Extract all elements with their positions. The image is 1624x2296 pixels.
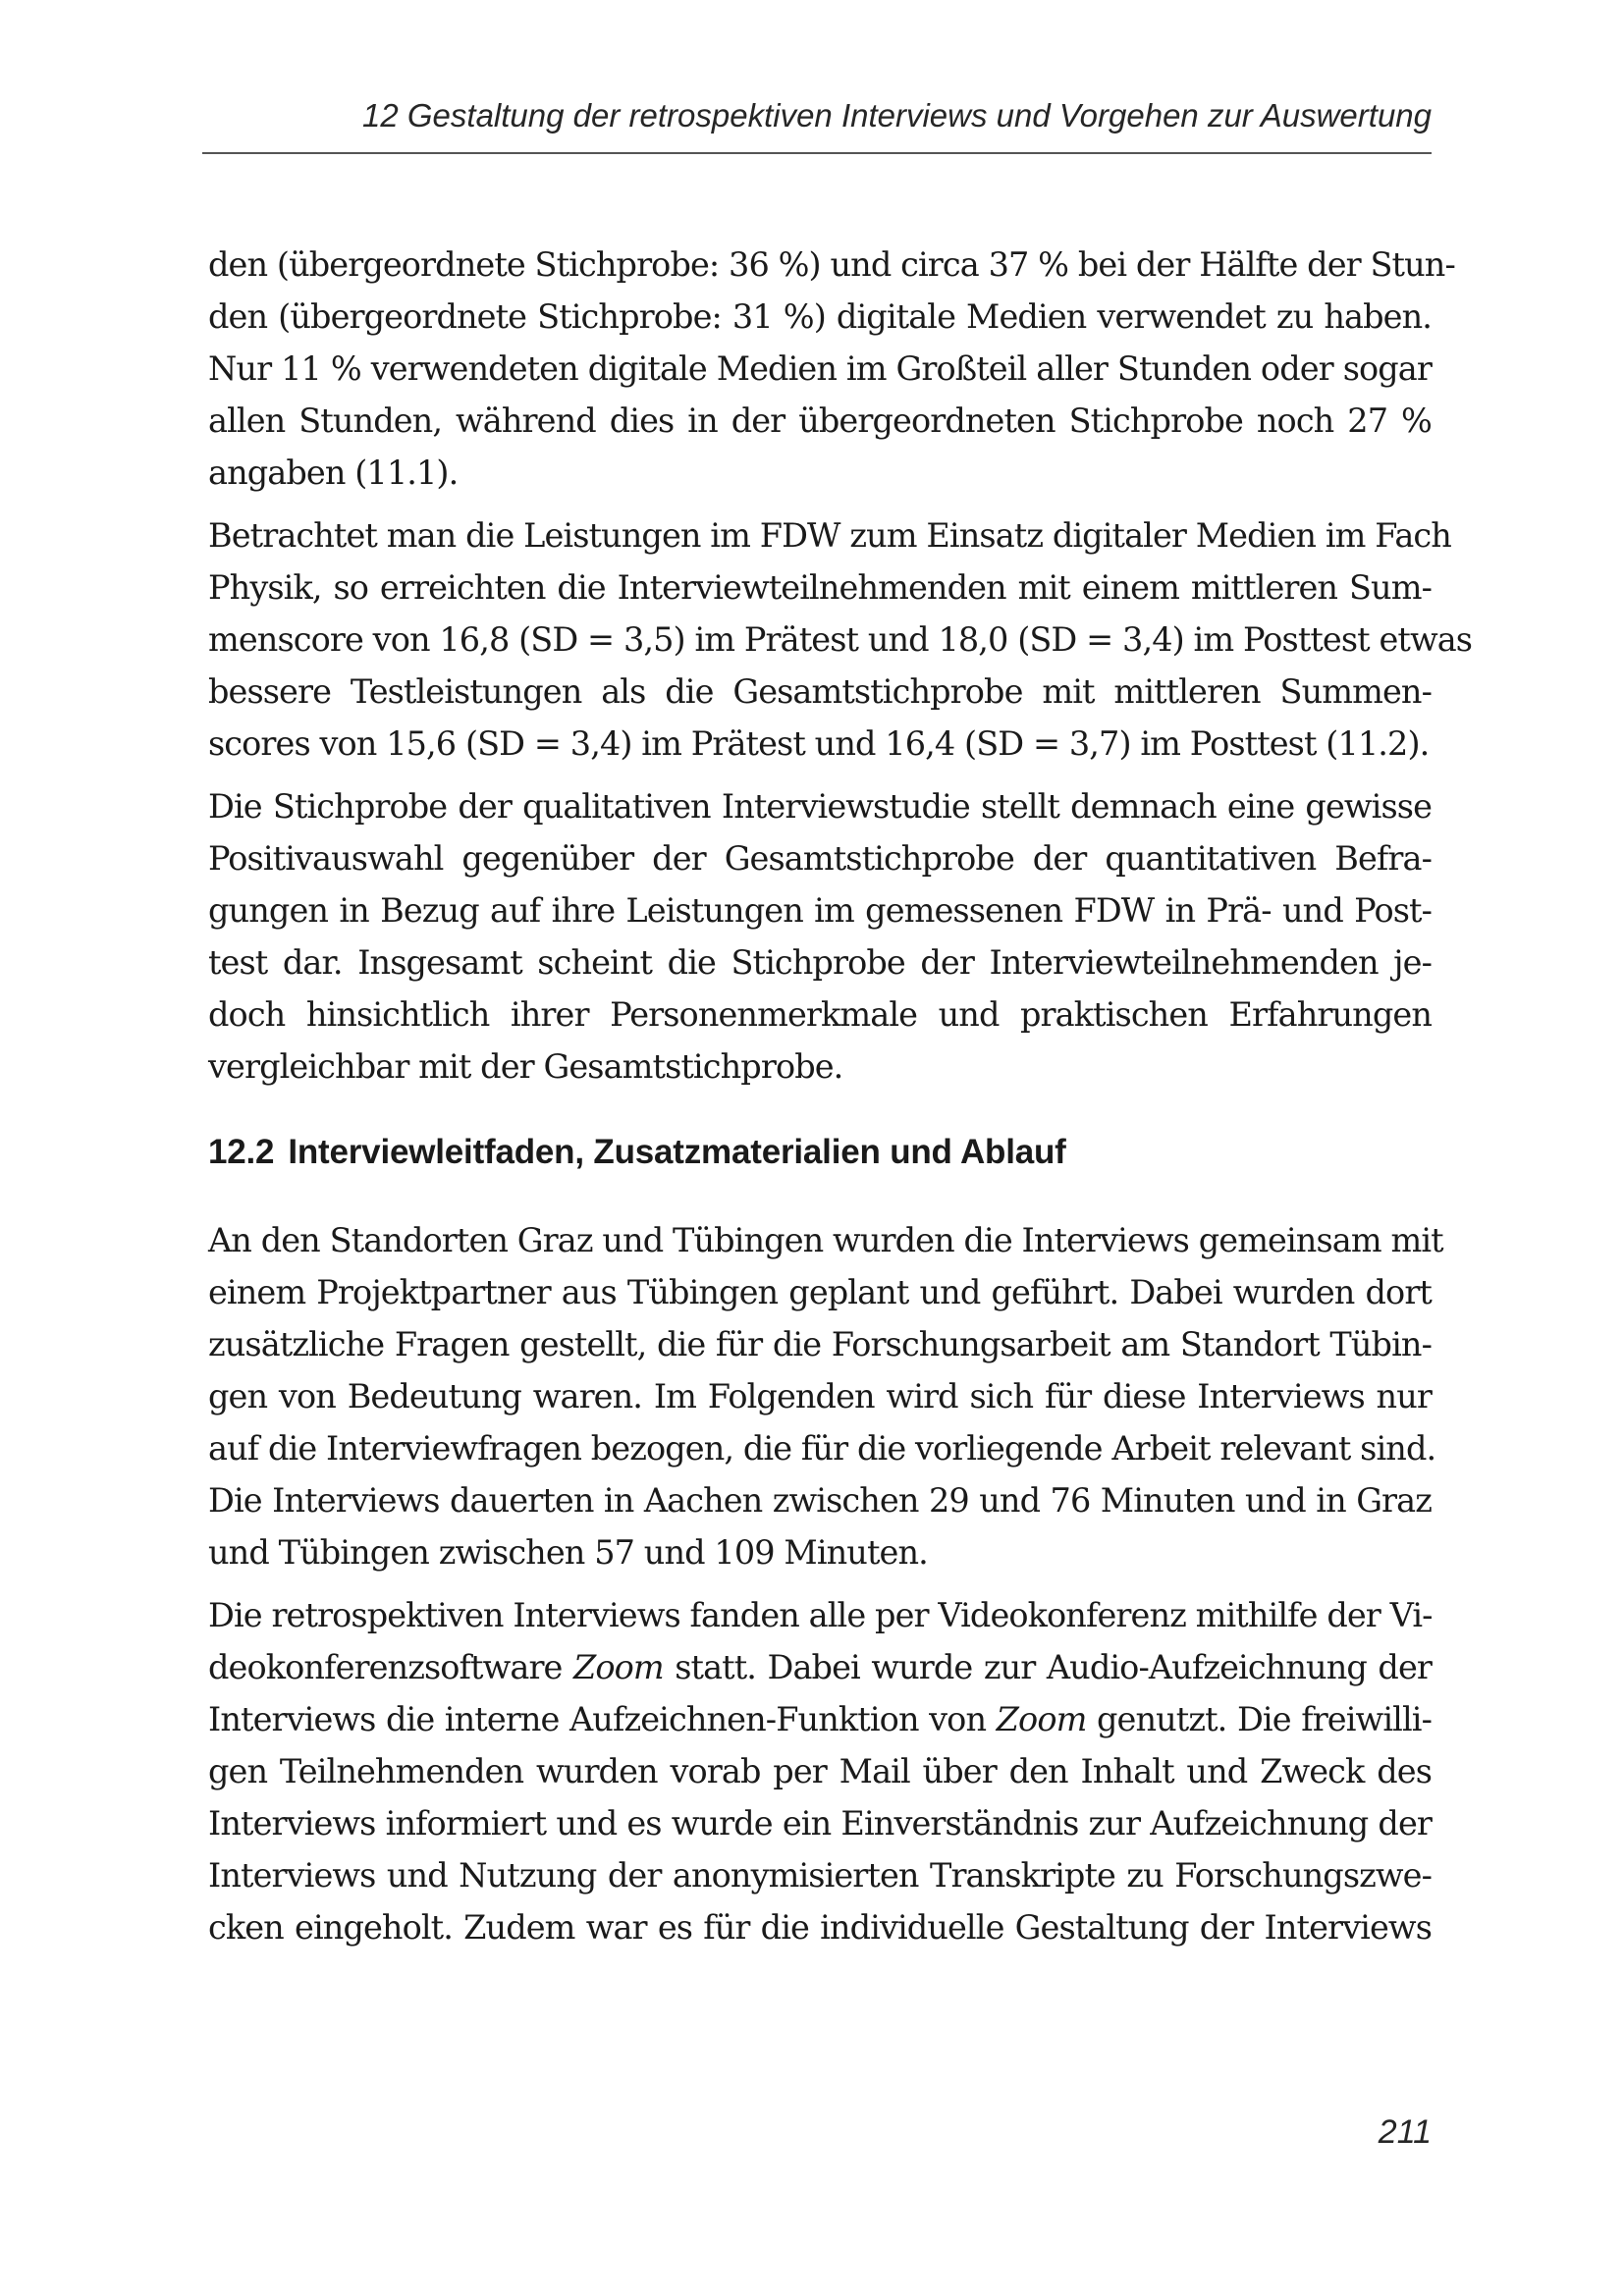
- section-title: Interviewleitfaden, Zusatzmaterialien und Ablauf: [288, 1133, 1066, 1171]
- text-line: Positivauswahl gegenüber der Gesamtstichprobe der quantitativen Befra-: [208, 839, 1432, 878]
- paragraph-test-scores: [208, 509, 1473, 770]
- section-number: 12.2: [208, 1133, 275, 1171]
- text-line: Interviews informiert und es wurde ein Einverständnis zur Aufzeichnung der: [208, 1804, 1432, 1842]
- page-number: 211: [1378, 2113, 1432, 2151]
- text-line: gen von Bedeutung waren. Im Folgenden wird sich für diese Interviews nur: [208, 1377, 1432, 1415]
- text-line: allen Stunden, während dies in der übergeordneten Stichprobe noch 27 %: [208, 401, 1432, 440]
- text-line: Die Interviews dauerten in Aachen zwischen 29 und 76 Minuten und in Graz: [208, 1481, 1432, 1520]
- software-name-emphasis: Zoom: [572, 1648, 664, 1686]
- text-line: [208, 1641, 1432, 1693]
- header-rule: [202, 152, 1432, 154]
- software-name-emphasis: Zoom: [996, 1700, 1087, 1738]
- paragraph-interview-locations: [208, 1214, 1443, 1578]
- text-line: einem Projektpartner aus Tübingen geplant und geführt. Dabei wurden dort: [208, 1273, 1432, 1311]
- page-body: [208, 239, 1473, 1964]
- text-line: menscore von 16,8 (SD = 3,5) im Prätest und 18,0 (SD = 3,4) im Posttest etwas: [208, 620, 1473, 659]
- text-line: Physik, so erreichten die Interviewteilnehmenden mit einem mittleren Sum-: [208, 568, 1432, 607]
- text-line: vergleichbar mit der Gesamtstichprobe.: [208, 1047, 843, 1086]
- text-line: gen Teilnehmenden wurden vorab per Mail über den Inhalt und Zweck des: [208, 1752, 1432, 1790]
- text-line: bessere Testleistungen als die Gesamtstichprobe mit mittleren Summen-: [208, 672, 1432, 711]
- text-run: Interviews die interne Aufzeichnen-Funktion von: [208, 1700, 997, 1738]
- text-line: Nur 11 % verwendeten digitale Medien im Großteil aller Stunden oder sogar: [208, 349, 1432, 388]
- paragraph-video-conference: [208, 1589, 1432, 1953]
- text-line: [208, 1693, 1432, 1745]
- text-line: angaben (11.1).: [208, 454, 459, 492]
- running-header: 12 Gestaltung der retrospektiven Interviews und Vorgehen zur Auswertung: [362, 97, 1432, 133]
- text-line: An den Standorten Graz und Tübingen wurden die Interviews gemeinsam mit: [208, 1221, 1443, 1259]
- text-line: scores von 15,6 (SD = 3,4) im Prätest und 16,4 (SD = 3,7) im Posttest (11.2).: [208, 724, 1430, 763]
- text-line: Betrachtet man die Leistungen im FDW zum Einsatz digitaler Medien im Fach: [208, 516, 1451, 555]
- text-line: doch hinsichtlich ihrer Personenmerkmale und praktischen Erfahrungen: [208, 995, 1432, 1034]
- text-line: test dar. Insgesamt scheint die Stichprobe der Interviewteilnehmenden je-: [208, 943, 1432, 982]
- text-line: Die retrospektiven Interviews fanden alle per Videokonferenz mithilfe der Vi-: [208, 1596, 1433, 1634]
- section-heading: [208, 1126, 1432, 1178]
- text-line: gungen in Bezug auf ihre Leistungen im gemessenen FDW in Prä- und Post-: [208, 891, 1432, 930]
- text-run: statt. Dabei wurde zur Audio-Aufzeichnung der: [663, 1648, 1432, 1686]
- text-line: den (übergeordnete Stichprobe: 36 %) und circa 37 % bei der Hälfte der Stun-: [208, 245, 1455, 284]
- text-line: Die Stichprobe der qualitativen Interviewstudie stellt demnach eine gewisse: [208, 787, 1432, 826]
- text-line: den (übergeordnete Stichprobe: 31 %) digitale Medien verwendet zu haben.: [208, 297, 1432, 336]
- paragraph-sample-summary: [208, 780, 1432, 1093]
- text-line: und Tübingen zwischen 57 und 109 Minuten.: [208, 1533, 928, 1572]
- text-line: zusätzliche Fragen gestellt, die für die Forschungsarbeit am Standort Tübin-: [208, 1325, 1432, 1363]
- text-run: genutzt. Die freiwilli-: [1086, 1700, 1432, 1738]
- text-line: Interviews und Nutzung der anonymisierten Transkripte zu Forschungszwe-: [208, 1856, 1432, 1895]
- paragraph-sample-media-use: [208, 239, 1455, 499]
- text-run: deokonferenzsoftware: [208, 1648, 573, 1686]
- text-line: cken eingeholt. Zudem war es für die individuelle Gestaltung der Interviews: [208, 1908, 1432, 1947]
- text-line: auf die Interviewfragen bezogen, die für die vorliegende Arbeit relevant sind.: [208, 1429, 1436, 1468]
